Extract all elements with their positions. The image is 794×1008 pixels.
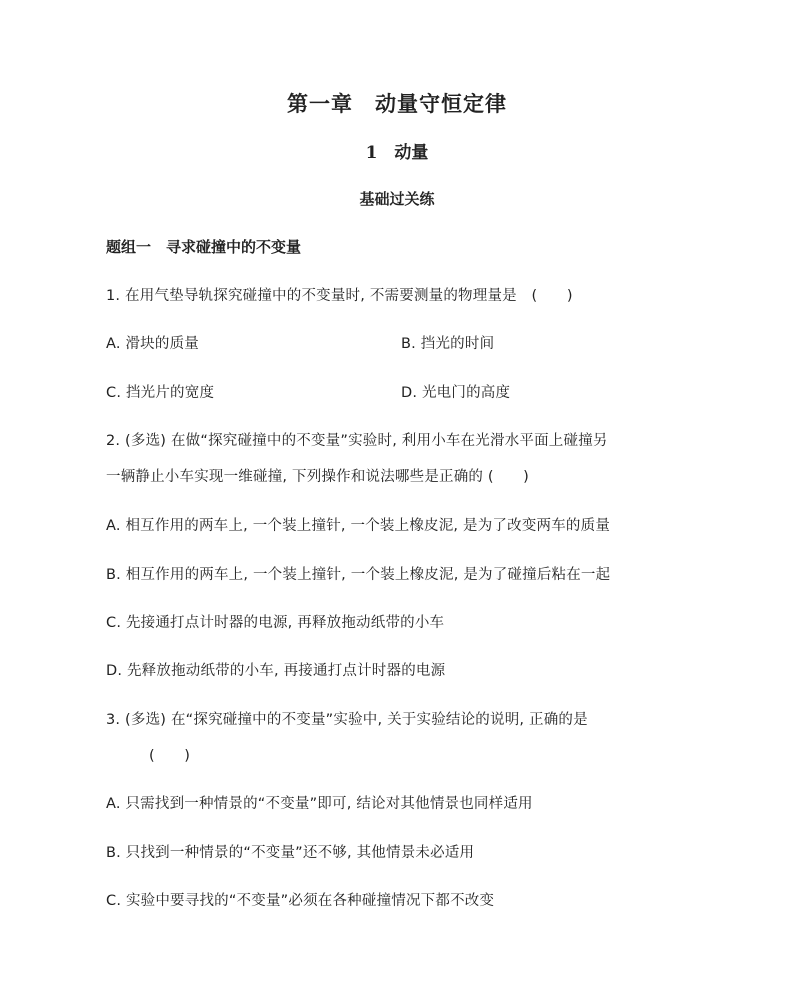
section-title: 1 动量 (365, 143, 429, 163)
question-1-option-c: C. 挡光片的宽度 (106, 385, 215, 401)
chapter-title: 第一章 动量守恒定律 (287, 91, 507, 116)
question-3-option-c: C. 实验中要寻找的“不变量”必须在各种碰撞情况下都不改变 (106, 893, 495, 909)
question-1-option-b: B. 挡光的时间 (401, 336, 495, 352)
question-3-option-a: A. 只需找到一种情景的“不变量”即可, 结论对其他情景也同样适用 (106, 796, 533, 812)
question-2-option-d: D. 先释放拖动纸带的小车, 再接通打点计时器的电源 (106, 663, 446, 679)
question-1-option-d: D. 光电门的高度 (401, 385, 511, 401)
question-group-title: 题组一 寻求碰撞中的不变量 (106, 238, 302, 256)
question-3-answer-bracket: ( ) (149, 748, 191, 764)
question-2-option-b: B. 相互作用的两车上, 一个装上撞针, 一个装上橡皮泥, 是为了碰撞后粘在一起 (106, 567, 611, 583)
question-2-stem-line-2: 一辆静止小车实现一维碰撞, 下列操作和说法哪些是正确的 ( ) (106, 469, 530, 485)
question-2-option-c: C. 先接通打点计时器的电源, 再释放拖动纸带的小车 (106, 615, 445, 631)
question-3-option-b: B. 只找到一种情景的“不变量”还不够, 其他情景未必适用 (106, 845, 475, 861)
question-1-option-a: A. 滑块的质量 (106, 336, 199, 352)
question-1-stem: 1. 在用气垫导轨探究碰撞中的不变量时, 不需要测量的物理量是 ( ) (106, 288, 573, 304)
question-3-stem-line-1: 3. (多选) 在“探究碰撞中的不变量”实验中, 关于实验结论的说明, 正确的是 (106, 712, 588, 728)
sub-title: 基础过关练 (359, 190, 435, 208)
question-2-stem-line-1: 2. (多选) 在做“探究碰撞中的不变量”实验时, 利用小车在光滑水平面上碰撞另 (106, 433, 608, 449)
question-2-option-a: A. 相互作用的两车上, 一个装上撞针, 一个装上橡皮泥, 是为了改变两车的质量 (106, 518, 611, 534)
